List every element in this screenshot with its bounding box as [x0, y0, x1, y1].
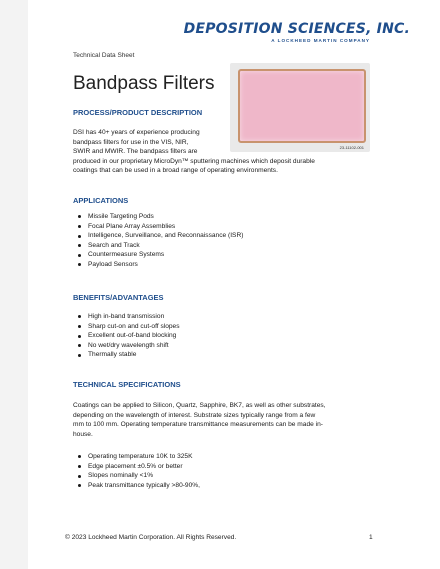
- list-item: Peak transmittance typically >80-90%,: [73, 481, 200, 491]
- company-logo: [184, 22, 410, 43]
- list-item: No wet/dry wavelength shift: [73, 341, 180, 351]
- process-line-2: bandpass filters for use in the VIS, NIR,: [73, 138, 189, 146]
- photo-part-number: 23-11102-001: [339, 145, 364, 150]
- copyright-footer: © 2023 Lockheed Martin Corporation. All Rights Reserved.: [65, 534, 237, 541]
- list-item: Payload Sensors: [73, 260, 243, 270]
- list-item: Excellent out-of-band blocking: [73, 331, 180, 341]
- document-type: Technical Data Sheet: [73, 52, 135, 59]
- list-item: Search and Track: [73, 241, 243, 251]
- specs-heading: TECHNICAL SPECIFICATIONS: [73, 380, 181, 389]
- process-heading: PROCESS/PRODUCT DESCRIPTION: [73, 108, 203, 117]
- specs-description: [73, 401, 369, 439]
- benefits-heading: BENEFITS/ADVANTAGES: [73, 293, 164, 302]
- specs-line-3: mm to 100 mm. Operating temperature transmittance measurements can be made in-: [73, 421, 323, 429]
- list-item: Intelligence, Surveillance, and Reconnaissance (ISR): [73, 231, 243, 241]
- page-number: 1: [369, 534, 373, 541]
- left-margin-strip: [0, 0, 28, 569]
- list-item: High in-band transmission: [73, 312, 180, 322]
- process-line-4: produced in our proprietary MicroDyn™ sputtering machines which deposit durable: [73, 157, 315, 165]
- specs-line-2: depending on the wavelength of interest. Substrate sizes typically range from a few: [73, 411, 316, 419]
- logo-subtitle: A LOCKHEED MARTIN COMPANY: [271, 38, 370, 43]
- list-item: Edge placement ±0.5% or better: [73, 462, 200, 472]
- list-item: Slopes nominally <1%: [73, 471, 200, 481]
- list-item: Focal Plane Array Assemblies: [73, 222, 243, 232]
- list-item: Missile Targeting Pods: [73, 212, 243, 222]
- applications-list: [73, 212, 243, 270]
- logo-main-text: DEPOSITION SCIENCES, INC.: [183, 21, 410, 37]
- specs-line-1: Coatings can be applied to Silicon, Quartz, Sapphire, BK7, as well as other substrates,: [73, 402, 326, 409]
- list-item: Thermally stable: [73, 350, 180, 360]
- specs-line-4: house.: [73, 430, 93, 438]
- process-line-3: SWIR and MWIR. The bandpass filters are: [73, 148, 198, 156]
- list-item: Operating temperature 10K to 325K: [73, 452, 200, 462]
- page-title: Bandpass Filters: [73, 73, 215, 94]
- list-item: Sharp cut-on and cut-off slopes: [73, 322, 180, 332]
- benefits-list: [73, 312, 180, 360]
- process-line-5: coatings that can be used in a broad range of operating environments.: [73, 167, 278, 175]
- list-item: Countermeasure Systems: [73, 250, 243, 260]
- applications-heading: APPLICATIONS: [73, 196, 129, 205]
- process-line-1: DSI has 40+ years of experience producing: [73, 129, 200, 136]
- specs-list: [73, 452, 200, 490]
- process-description: [73, 128, 369, 176]
